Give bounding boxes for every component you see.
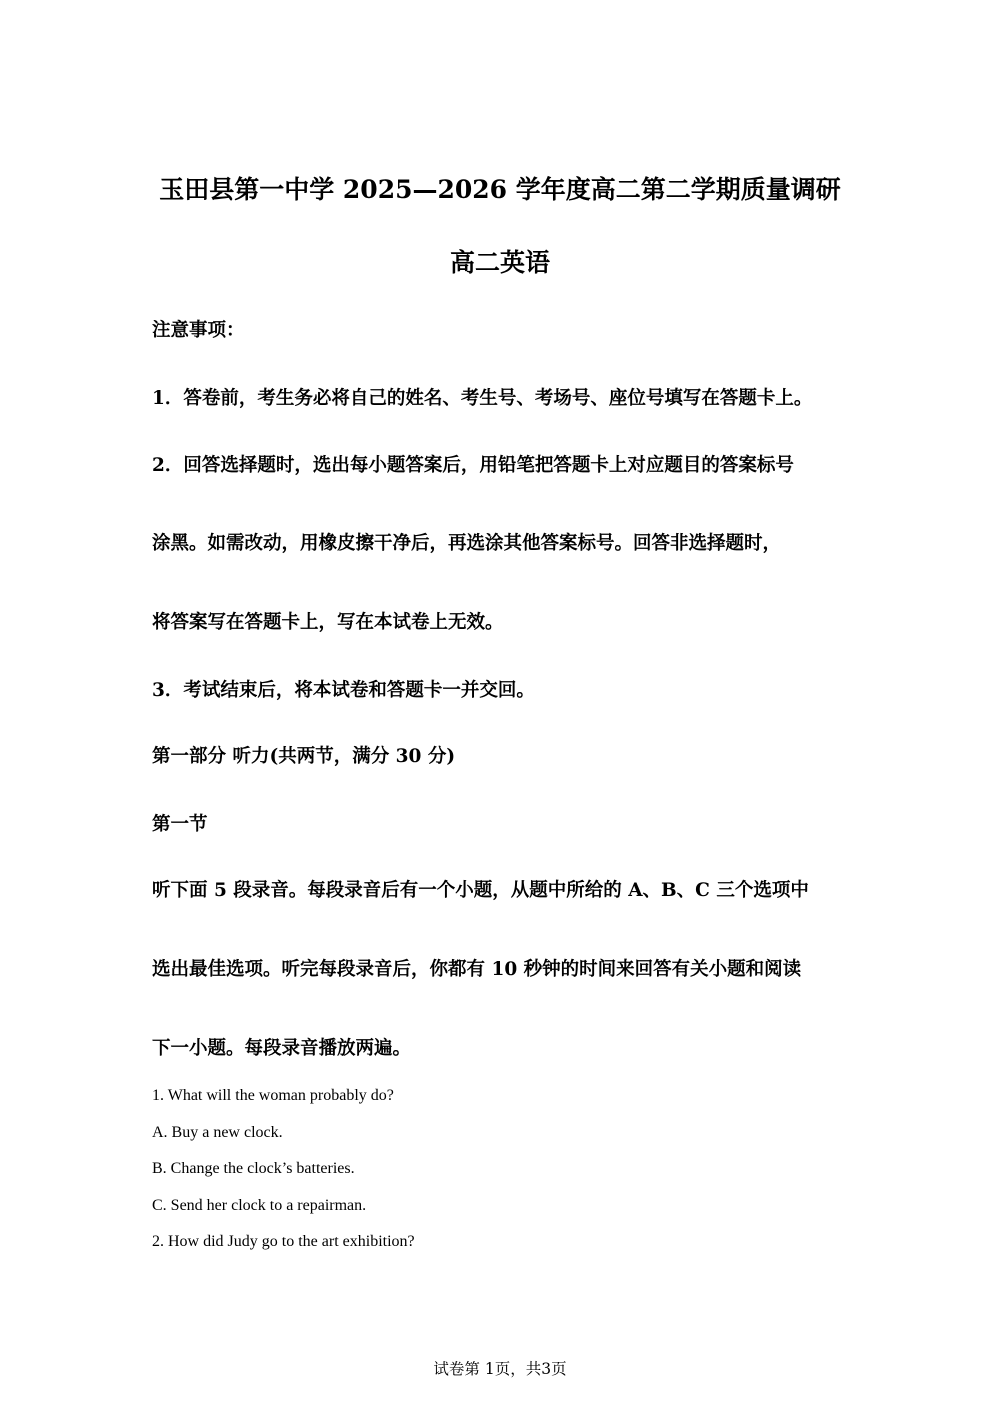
- notes-heading: 注意事项：: [152, 320, 245, 341]
- note-item-2-line-2: 涂黑。如需改动，用橡皮擦干净后，再选涂其他答案标号。回答非选择题时，: [152, 533, 782, 554]
- question-1-option-a: A. Buy a new clock.: [152, 1124, 283, 1141]
- section1-heading: 第一节: [152, 814, 208, 835]
- instruction-line-3: 下一小题。每段录音播放两遍。: [152, 1038, 412, 1059]
- page-footer: 试卷第 1页，共3页: [433, 1360, 567, 1378]
- instruction-line-2: 选出最佳选项。听完每段录音后，你都有 10 秒钟的时间来回答有关小题和阅读: [152, 959, 802, 980]
- note-item-3: 3．考试结束后，将本试卷和答题卡一并交回。: [152, 680, 535, 701]
- note-item-2-line-3: 将答案写在答题卡上，写在本试卷上无效。: [152, 612, 504, 633]
- question-1: 1. What will the woman probably do?: [152, 1087, 394, 1104]
- subject-title: 高二英语: [449, 248, 550, 277]
- instruction-line-1: 听下面 5 段录音。每段录音后有一个小题，从题中所给的 A、B、C 三个选项中: [152, 880, 809, 901]
- note-item-1: 1．答卷前，考生务必将自己的姓名、考生号、考场号、座位号填写在答题卡上。: [152, 388, 813, 409]
- question-1-option-c: C. Send her clock to a repairman.: [152, 1197, 367, 1214]
- question-2: 2. How did Judy go to the art exhibition?: [152, 1233, 415, 1250]
- note-item-2-line-1: 2．回答选择题时，选出每小题答案后，用铅笔把答题卡上对应题目的答案标号: [152, 455, 794, 476]
- exam-title: 玉田县第一中学 2025—2026 学年度高二第二学期质量调研: [159, 175, 841, 204]
- part1-heading: 第一部分 听力(共两节，满分 30 分): [152, 746, 456, 767]
- question-1-option-b: B. Change the clock’s batteries.: [152, 1160, 355, 1177]
